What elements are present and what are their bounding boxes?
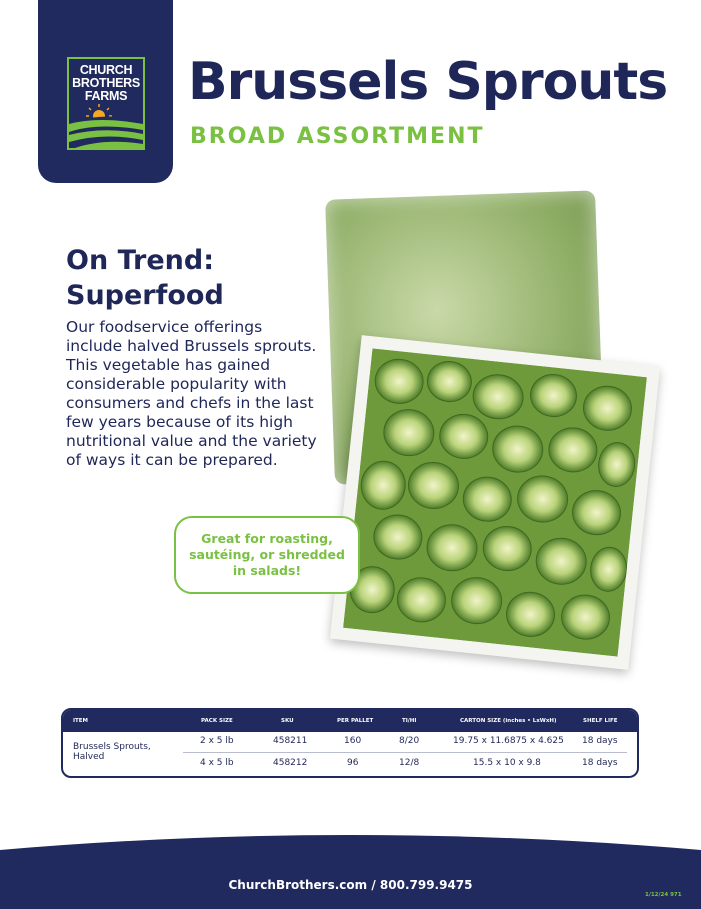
section-heading [66, 243, 224, 313]
col-header-carton-size: CARTON SIZE (inches • LxWxH) [460, 718, 557, 724]
col-header-shelf-life: SHELF LIFE [583, 718, 618, 724]
sprouts-bowl-image [330, 335, 660, 670]
item-name-cell: Brussels Sprouts, Halved [73, 742, 151, 762]
carton-size-cell: 19.75 x 11.6875 x 4.625 [453, 736, 564, 746]
logo-wordmark [69, 64, 143, 103]
shelf-life-cell: 18 days [582, 736, 618, 746]
footer-contact: ChurchBrothers.com / 800.799.9475 [228, 878, 473, 892]
per-pallet-cell: 96 [347, 758, 359, 768]
logo-line: FARMS [84, 89, 128, 103]
section-heading-line: On Trend: [66, 245, 214, 276]
page-subtitle: BROAD ASSORTMENT [190, 124, 485, 149]
pack-size-cell: 2 x 5 lb [200, 736, 234, 746]
carton-size-cell: 15.5 x 10 x 9.8 [473, 758, 541, 768]
farm-field-icon [69, 102, 143, 148]
col-header-ti-hi: TI/HI [402, 718, 417, 724]
document-code: 1/12/24 971 [645, 892, 682, 898]
sku-cell: 458212 [273, 758, 308, 768]
per-pallet-cell: 160 [344, 736, 362, 746]
section-body: Our foodservice offerings include halved Brussels sprouts. This vegetable has gained considerable popularity with consumers and chefs in the last few years because of its high nutritional value and the variety of ways it can be prepared. [66, 318, 317, 469]
col-header-sku: SKU [281, 718, 294, 724]
pack-size-cell: 4 x 5 lb [200, 758, 234, 768]
col-header-pack-size: PACK SIZE [201, 718, 233, 724]
col-header-item: ITEM [73, 718, 89, 724]
sku-cell: 458211 [273, 736, 308, 746]
logo-line: BROTHERS [72, 76, 140, 90]
usage-callout: Great for roasting, sautéing, or shredded in salads! [174, 516, 360, 594]
ti-hi-cell: 12/8 [399, 758, 420, 768]
halved-sprouts-illustration [343, 348, 647, 656]
ti-hi-cell: 8/20 [399, 736, 420, 746]
church-brothers-logo [67, 57, 145, 150]
logo-tab [38, 0, 173, 183]
shelf-life-cell: 18 days [582, 758, 618, 768]
logo-line: CHURCH [79, 63, 133, 77]
col-header-per-pallet: PER PALLET [337, 718, 374, 724]
row-divider [183, 752, 627, 753]
table-body [63, 732, 637, 778]
footer-wave [0, 830, 701, 909]
section-heading-line: Superfood [66, 280, 224, 311]
product-spec-table [61, 708, 639, 778]
page-title: Brussels Sprouts [188, 52, 668, 112]
table-header [63, 710, 637, 732]
